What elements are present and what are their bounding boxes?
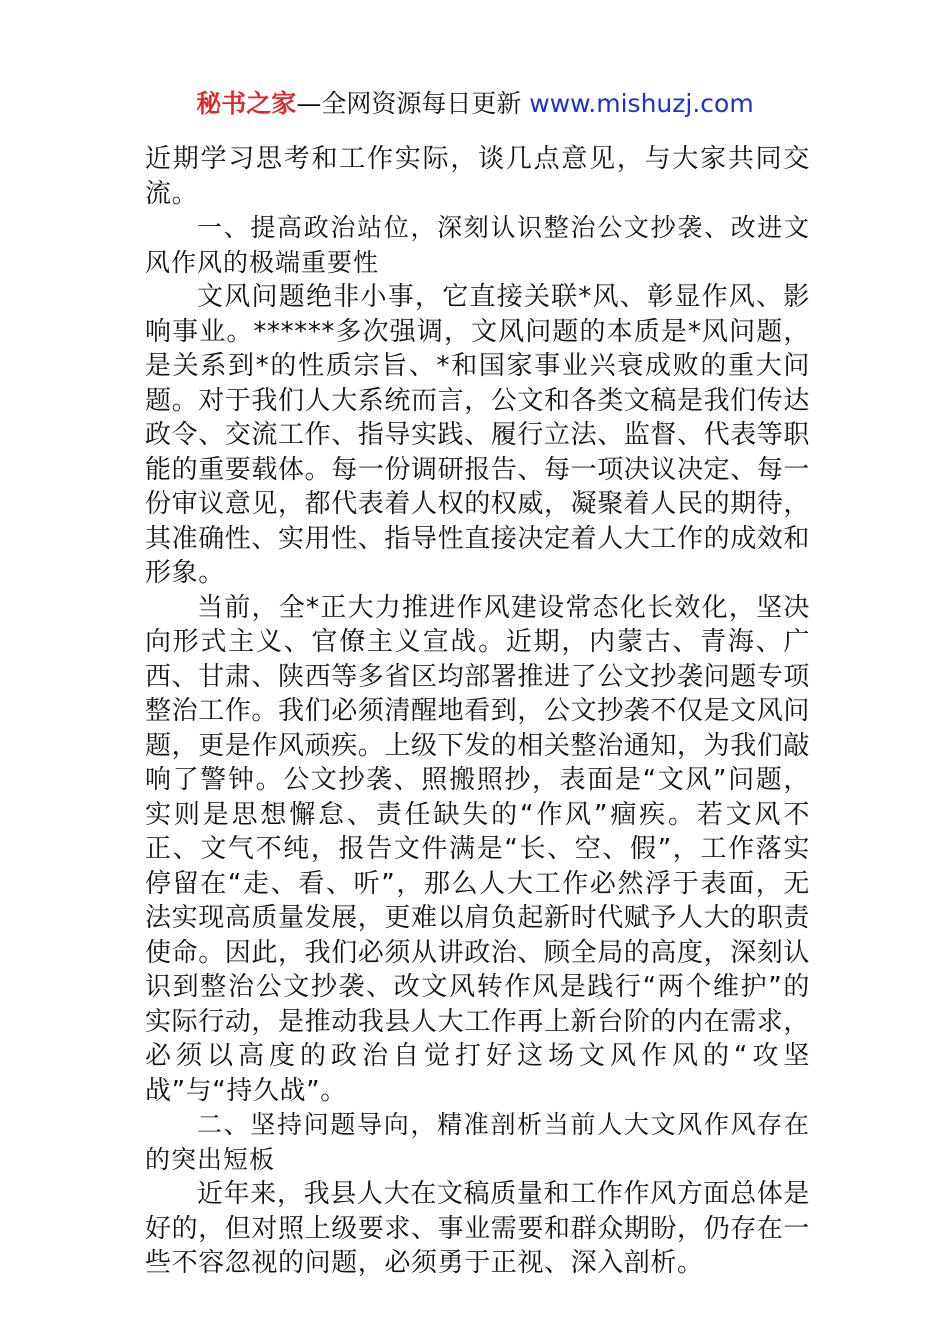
header-tagline: —全网资源每日更新: [296, 89, 530, 118]
document-body: [145, 142, 810, 1281]
site-header: [0, 86, 950, 122]
site-url[interactable]: www.mishuzj.com: [529, 89, 754, 118]
paragraph: 文风问题绝非小事，它直接关联*风、彰显作风、影响事业。******多次强调，文风问题的本质是*风问题，是关系到*的性质宗旨、*和国家事业兴衰成败的重大问题。对于我们人大系统而言，公文和各类文稿是我们传达政令、交流工作、指导实践、履行立法、监督、代表等职能的重要载体。每一份调研报告、每一项决议决定、每一份审议意见，都代表着人权的权威，凝聚着人民的期待，其准确性、实用性、指导性直接决定着人大工作的成效和形象。: [145, 282, 811, 588]
brand-name: 秘书之家: [196, 89, 297, 118]
paragraph: 当前，全*正大力推进作风建设常态化长效化，坚决向形式主义、官僚主义宣战。近期，内蒙古、青海、广西、甘肃、陕西等多省区均部署推进了公文抄袭问题专项整治工作。我们必须清醒地看到，公文抄袭不仅是文风问题，更是作风顽疾。上级下发的相关整治通知，为我们敲响了警钟。公文抄袭、照搬照抄，表面是“文风”问题，实则是思想懈怠、责任缺失的“作风”痼疾。若文风不正、文气不纯，报告文件满是“长、空、假”，工作落实停留在“走、看、听”，那么人大工作必然浮于表面，无法实现高质量发展，更难以肩负起新时代赋予人大的职责使命。因此，我们必须从讲政治、顾全局的高度，深刻认识到整治公文抄袭、改文风转作风是践行“两个维护”的实际行动，是推动我县人大工作再上新台阶的内在需求，必须以高度的政治自觉打好这场文风作风的“攻坚战”与“持久战”。: [145, 592, 811, 1106]
paragraph: 近期学习思考和工作实际，谈几点意见，与大家共同交流。: [145, 144, 810, 209]
section-heading: 一、提高政治站位，深刻认识整治公文抄袭、改进文风作风的极端重要性: [145, 213, 810, 277]
paragraph: 近年来，我县人大在文稿质量和工作作风方面总体是好的，但对照上级要求、事业需要和群众期盼，仍存在一些不容忽视的问题，必须勇于正视、深入剖析。: [145, 1179, 811, 1278]
section-heading: 二、坚持问题导向，精准剖析当前人大文风作风存在的突出短板: [145, 1110, 810, 1174]
